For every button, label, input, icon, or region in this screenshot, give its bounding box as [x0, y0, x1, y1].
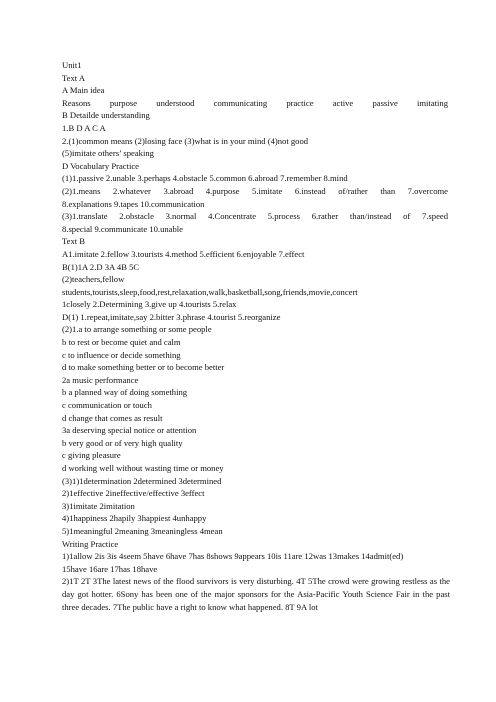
- text-line: c giving pleasure: [62, 450, 121, 461]
- text-line: A1.imitate 2.fellow 3.tourists 4.method 5.efficient 6.enjoyable 7.effect: [62, 248, 305, 259]
- section-heading: Text B: [62, 236, 86, 247]
- text-line: 8.special 9.communicate 10.unable: [62, 223, 183, 234]
- text-line: c to influence or decide something: [62, 349, 181, 360]
- text-line: (5)imitate others’ speaking: [62, 148, 154, 159]
- text-line: 1)1allow 2is 3is 4seem 5have 6have 7has 8shows 9appears 10is 11are 12was 13makes 14admit(ed): [62, 551, 404, 562]
- text-line: 3a deserving special notice or attention: [62, 425, 197, 436]
- text-line: b to rest or become quiet and calm: [62, 337, 181, 348]
- text-line: b a planned way of doing something: [62, 387, 188, 398]
- text-line: (3)1)1determination 2determined 3determined: [62, 475, 222, 486]
- text-line: 1.B D A C A: [62, 122, 106, 133]
- text-line: (1)1.passive 2.unable 3.perhaps 4.obstacle 5.common 6.abroad 7.remember 8.mind: [62, 173, 348, 184]
- section-heading: Text A: [62, 72, 86, 83]
- text-line: (2)teachers,fellow: [62, 274, 125, 285]
- text-line: 2)1effective 2ineffective/effective 3effect: [62, 488, 205, 499]
- text-line: 15have 16are 17has 18have: [62, 563, 158, 574]
- subsection-heading: A Main idea: [62, 85, 105, 96]
- unit-title: Unit1: [62, 60, 82, 70]
- text-line: 4)1happiness 2hapily 3happiest 4unhappy: [62, 513, 207, 524]
- text-line: d to make something better or to become better: [62, 362, 225, 373]
- text-line: 8.explanations 9.tapes 10.communication: [62, 198, 205, 209]
- text-line: Reasons purpose understood communicating practice active passive imitating: [62, 97, 448, 108]
- text-line: 2a music performance: [62, 374, 139, 385]
- text-line: B(1)1A 2.D 3A 4B 5C: [62, 261, 140, 272]
- text-line: (3)1.translate 2.obstacle 3.normal 4.Concentrate 5.process 6.rather than/instead of 7.speed: [62, 211, 448, 222]
- subsection-heading: D Vocabulary Practice: [62, 160, 139, 171]
- text-line: d working well without wasting time or money: [62, 463, 224, 473]
- text-line: d change that comes as result: [62, 412, 163, 423]
- text-line: (2)1.means 2.whatever 3.abroad 4.purpose 5.imitate 6.instead of/rather than 7.overcome: [62, 185, 448, 196]
- text-line: D(1) 1.repeat,imitate,say 2.bitter 3.phrase 4.tourist 5.reorganize: [62, 311, 281, 322]
- text-line: 5)1meaningful 2meaning 3meaningless 4mean: [62, 525, 223, 536]
- section-heading: Writing Practice: [62, 538, 119, 549]
- text-line: 3)1imitate 2imitation: [62, 500, 135, 511]
- text-line: 1closely 2.Determining 3.give up 4.tourists 5.relax: [62, 299, 237, 310]
- text-line: c communication or touch: [62, 400, 152, 411]
- text-line: (2)1.a to arrange something or some people: [62, 324, 212, 335]
- text-line: 2.(1)common means (2)losing face (3)what is in your mind (4)not good: [62, 135, 309, 146]
- writing-practice-paragraph: 2)1T 2T 3The latest news of the flood survivors is very disturbing. 4T 5The crowd were growing restless as the day got hotter. 6Sony has been one of the major sponsors for the Asia-Pacific Youth Science Fair in the past three decades. 7The public have a right to know what happened. 8T 9A lot: [62, 576, 450, 612]
- subsection-heading: B Detailde understanding: [62, 110, 150, 121]
- text-line: students,tourists,sleep,food,rest,relaxation,walk,basketball,song,friends,movie,concert: [62, 286, 358, 297]
- text-line: b very good or of very high quality: [62, 437, 183, 448]
